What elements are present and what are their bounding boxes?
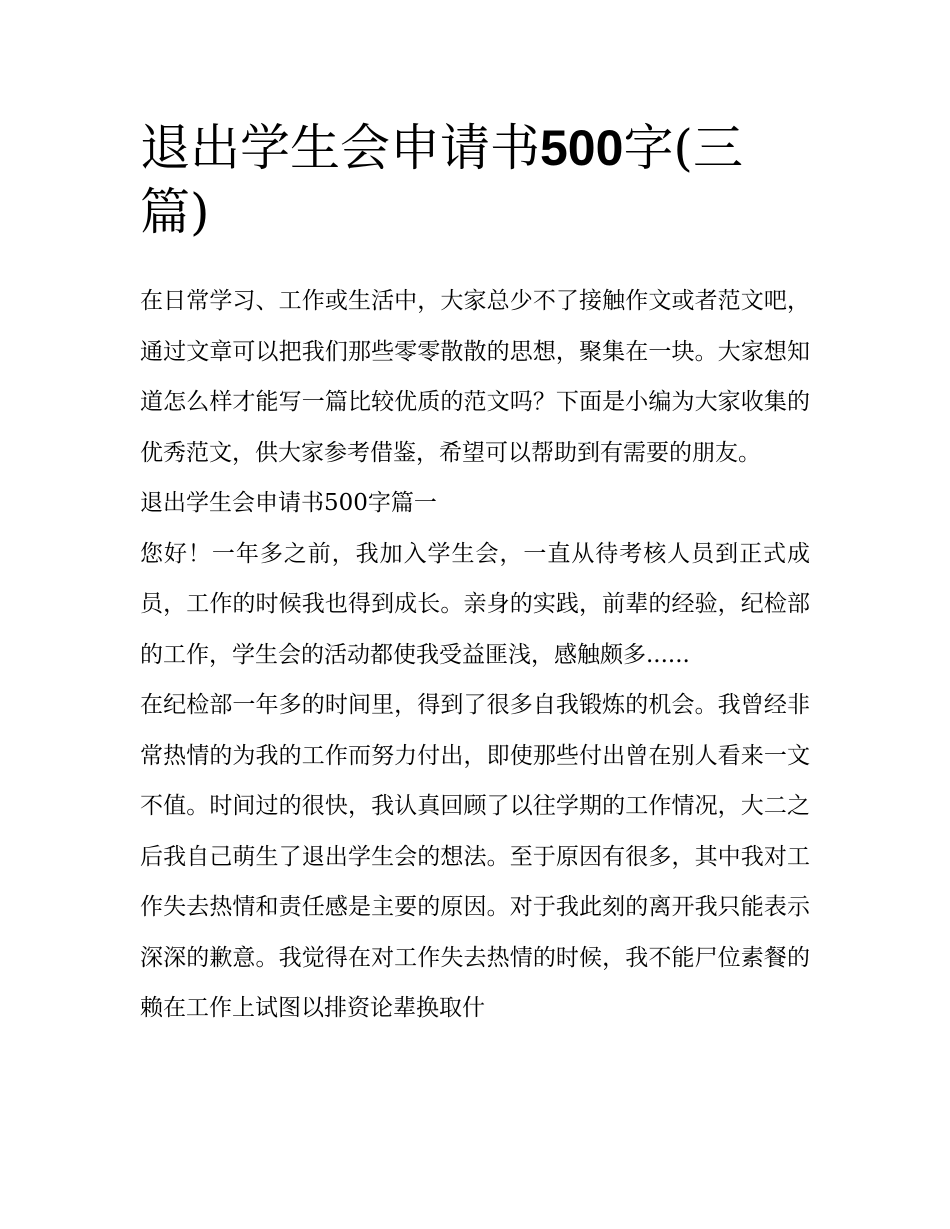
- intro-paragraph: 在日常学习、工作或生活中，大家总少不了接触作文或者范文吧，通过文章可以把我们那些零零散散的思想，聚集在一块。大家想知道怎么样才能写一篇比较优质的范文吗？下面是小编为大家收集的优秀范文，供大家参考借鉴，希望可以帮助到有需要的朋友。: [140, 288, 810, 466]
- body-paragraph-1: 您好！一年多之前，我加入学生会，一直从待考核人员到正式成员，工作的时候我也得到成长。亲身的实践，前辈的经验，纪检部的工作，学生会的活动都使我受益匪浅，感触颇多......: [140, 540, 810, 668]
- body-paragraph-2: 在纪检部一年多的时间里，得到了很多自我锻炼的机会。我曾经非常热情的为我的工作而努力付出，即使那些付出曾在别人看来一文不值。时间过的很快，我认真回顾了以往学期的工作情况，大二之后我自己萌生了退出学生会的想法。至于原因有很多，其中我对工作失去热情和责任感是主要的原因。对于我此刻的离开我只能表示深深的歉意。我觉得在对工作失去热情的时候，我不能尸位素餐的赖在工作上试图以排资论辈换取什: [140, 692, 810, 1021]
- title-text-part1: 退出学生会申请书: [140, 119, 540, 177]
- document-body: [140, 276, 810, 1034]
- title-text-part2: 字(三篇): [140, 119, 743, 241]
- title-number: 500: [540, 120, 624, 176]
- section-heading: 退出学生会申请书500字篇一: [140, 490, 437, 516]
- document-title: [140, 116, 810, 244]
